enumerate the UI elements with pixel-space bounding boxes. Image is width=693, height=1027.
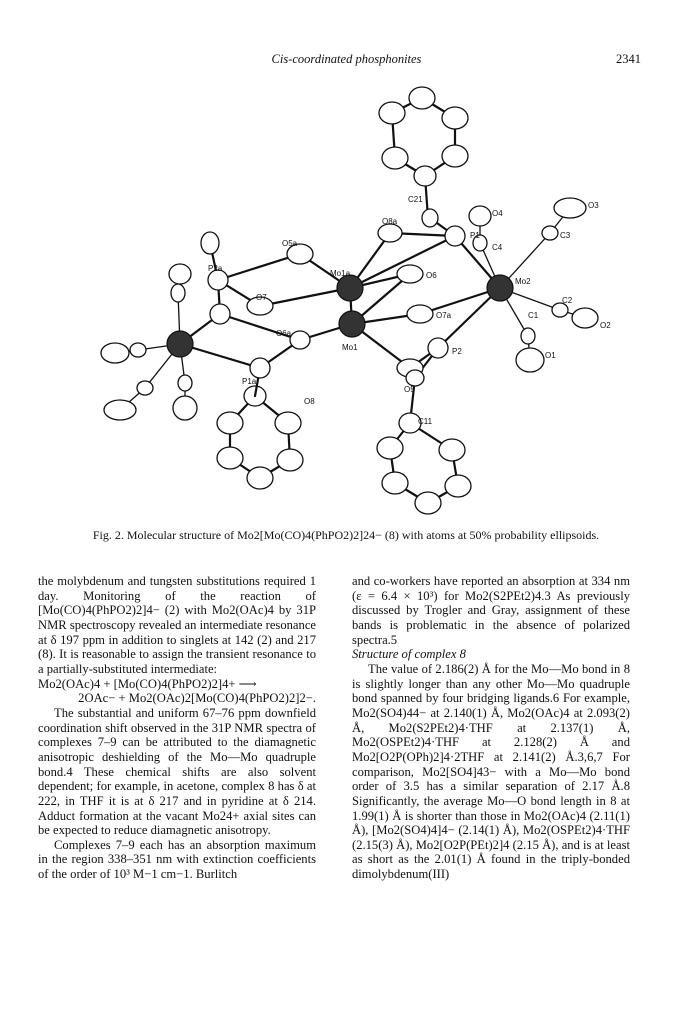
label-p2a: P2a xyxy=(208,264,223,273)
label-o8a: O8a xyxy=(382,217,398,226)
phenyl-ring-top xyxy=(379,87,468,218)
label-o7: O7 xyxy=(256,293,267,302)
page-number: 2341 xyxy=(616,52,641,66)
right-paragraph-1: and co-workers have reported an absorption at 334 nm (ε = 6.4 × 10³) for Mo2(S2PEt2)4.3 As previously discussed by Trogler and Gray, assignment of these bands is problematic in the absence of polarized spectra.5 xyxy=(352,574,630,647)
equation-line-1: Mo2(OAc)4 + [Mo(CO)4(PhPO2)2]4+ ⟶ xyxy=(38,676,257,691)
phenyl-ring-bottom xyxy=(377,378,471,514)
label-o5: O5 xyxy=(404,385,415,394)
label-p1a: P1a xyxy=(242,377,257,386)
running-header xyxy=(0,52,693,68)
label-mo1a: Mo1a xyxy=(330,269,351,278)
label-o8: O8 xyxy=(304,397,315,406)
label-c11: C11 xyxy=(418,417,433,426)
figure-caption: Fig. 2. Molecular structure of Mo2[Mo(CO)4(PhPO2)2]24− (8) with atoms at 50% probability ellipsoids. xyxy=(92,528,600,542)
right-paragraph-2: The value of 2.186(2) Å for the Mo—Mo bond in 8 is slightly longer than any other Mo—Mo quadruple bond spanned by four bridging ligands.6 For example, Mo2(SO4)44− at 2.140(1) Å, Mo2(OAc)4 at 2.093(2) Å, Mo2(S2PEt2)4·THF at 2.137(1) Å, Mo2(OSPEt2)4·THF at 2.128(2) Å and Mo2[O2P(OPh)2]4·2THF at 2.141(2) Å.3,6,7 For comparison, Mo2[SO4]43− with a Mo—Mo bond order of 3.5 has a similar separation of 2.17 Å.8 Significantly, the average Mo—O bond length in 8 at 1.99(1) Å is shorter than those in Mo2(OAc)4 (2.11(1) Å), [Mo2(SO4)4]4− (2.14(1) Å), Mo2(OSPEt2)4·THF (2.15(3) Å), Mo2[O2P(PEt)2]4 (2.15 Å), and is at least as short as the 2.01(1) Å found in the triply-bonded dimolybdenum(III) xyxy=(352,661,630,882)
label-c2: C2 xyxy=(562,296,573,305)
left-column xyxy=(38,574,316,882)
label-o6: O6 xyxy=(426,271,437,280)
ortep-diagram xyxy=(60,78,645,523)
label-c21: C21 xyxy=(408,195,423,204)
section-heading: Structure of complex 8 xyxy=(352,647,466,662)
left-paragraph-2: The substantial and uniform 67–76 ppm downfield coordination shift observed in the 31P NMR spectra of complexes 7–9 can be attributed to the diamagnetic anisotropic deshielding of the Mo—Mo quadruple bond.4 These chemical shifts are also solvent dependent; for example, in acetone, complex 8 has δ at 222, in THF it is at δ 217 and in pyridine at δ 214. Adduct formation at the vacant Mo24+ axial sites can be expected to reduce diamagnetic anisotropy. xyxy=(38,705,316,838)
label-c3: C3 xyxy=(560,231,571,240)
label-o5a: O5a xyxy=(282,239,298,248)
running-title: Cis-coordinated phosphonites xyxy=(271,52,422,66)
label-mo2: Mo2 xyxy=(515,277,531,286)
equation-line-2: 2OAc− + Mo2(OAc)2[Mo(CO)4(PhPO2)2]2−. xyxy=(78,691,316,706)
left-paragraph-1: the molybdenum and tungsten substitutions required 1 day. Monitoring of the reaction of [Mo(CO)4(PhPO2)2]4− (2) with Mo2(OAc)4 by 31P NMR spectroscopy revealed an intermediate resonance at δ 197 ppm in addition to singlets at 142 (2) and 217 (8). It is reasonable to assign the transient resonance to a partially-substituted intermediate: xyxy=(38,574,316,676)
molecular-structure-figure xyxy=(60,78,645,523)
label-c1: C1 xyxy=(528,311,539,320)
label-o4: O4 xyxy=(492,209,503,218)
label-p1: P1 xyxy=(470,231,480,240)
label-o3: O3 xyxy=(588,201,599,210)
label-o1: O1 xyxy=(545,351,556,360)
label-p2: P2 xyxy=(452,347,462,356)
core-atoms xyxy=(101,198,598,420)
left-paragraph-3: Complexes 7–9 each has an absorption maximum in the region 338–351 nm with extinction coefficients of the order of 10³ M−1 cm−1. Burlitch xyxy=(38,837,316,882)
label-mo1: Mo1 xyxy=(342,343,358,352)
label-o7a: O7a xyxy=(436,311,452,320)
label-o6a: O6a xyxy=(276,329,292,338)
label-o2: O2 xyxy=(600,321,611,330)
right-column xyxy=(352,574,630,882)
label-c4: C4 xyxy=(492,243,503,252)
phenyl-ring-left xyxy=(217,386,303,489)
